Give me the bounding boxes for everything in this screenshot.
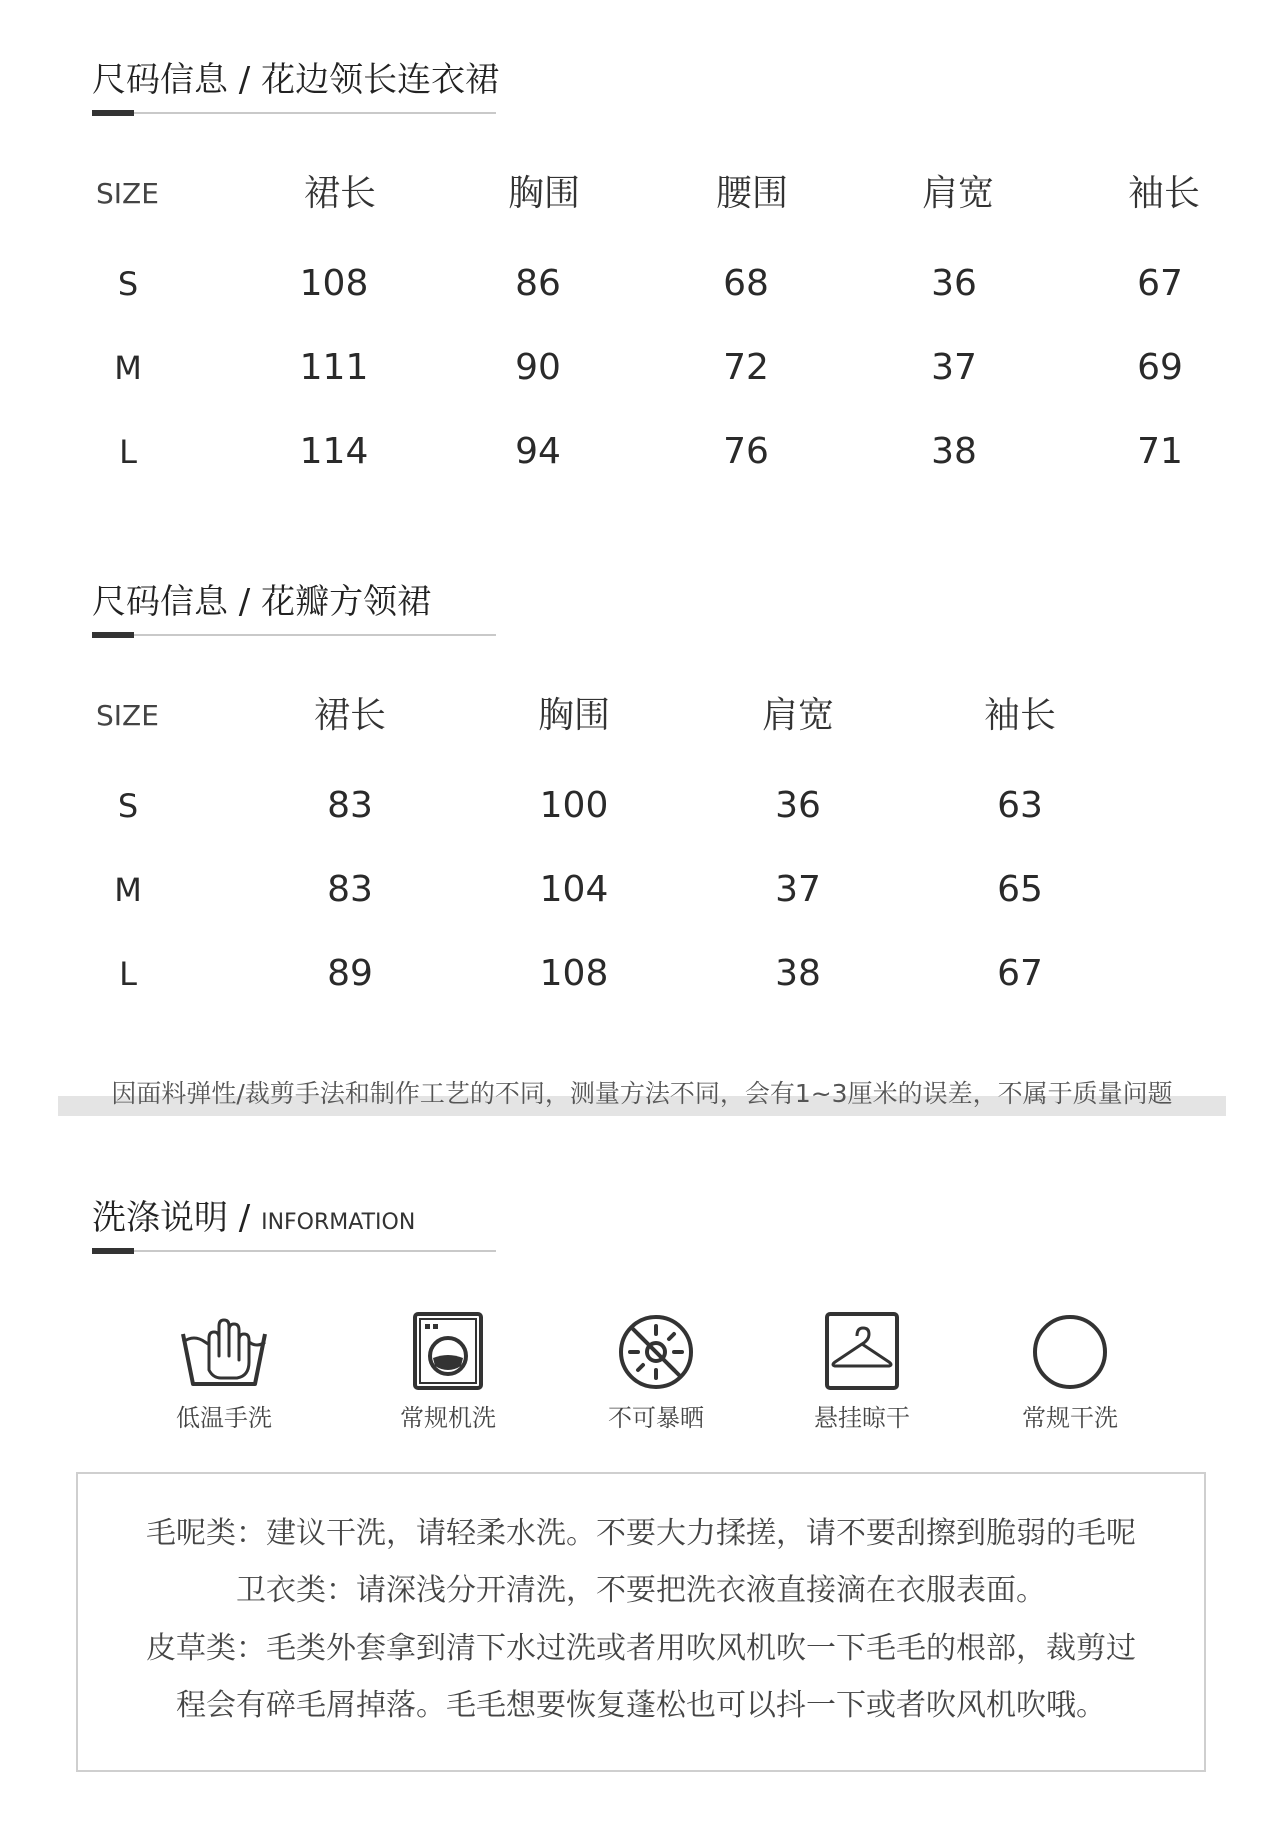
hanger-icon <box>817 1312 907 1392</box>
table1-header-waist: 腰围 <box>715 173 788 214</box>
care-item-dry-clean <box>990 1312 1150 1433</box>
table2-cell: M <box>114 871 142 909</box>
table2-cell: 108 <box>539 953 609 994</box>
table1-cell: 114 <box>299 431 369 472</box>
care-label: 低温手洗 <box>176 1404 272 1432</box>
section1-accent <box>92 110 134 116</box>
table1-cell: 37 <box>931 347 977 388</box>
instruction-line: 皮草类：毛类外套拿到清下水过洗或者用吹风机吹一下毛毛的根部，裁剪过 <box>146 1631 1136 1666</box>
table1-cell: 111 <box>299 347 369 388</box>
table1-cell: 38 <box>931 431 977 472</box>
care-item-hand-wash <box>144 1312 304 1433</box>
section2-accent <box>92 632 134 638</box>
table2-header-shoulder: 肩宽 <box>761 695 834 736</box>
section2-divider <box>92 634 496 636</box>
table1-cell: 36 <box>931 263 977 304</box>
care-label: 不可暴晒 <box>608 1404 704 1432</box>
section1-title: 尺码信息 / 花边领长连衣裙 <box>92 60 500 100</box>
table2-header-bust: 胸围 <box>537 695 610 736</box>
table2-cell: S <box>117 787 139 825</box>
table1-cell: 68 <box>723 263 769 304</box>
washing-accent <box>92 1248 134 1254</box>
care-label: 常规机洗 <box>400 1404 496 1432</box>
table1-cell: 86 <box>515 263 561 304</box>
table2-cell: 89 <box>327 953 373 994</box>
table2-cell: 37 <box>775 869 821 910</box>
instruction-line: 毛呢类：建议干洗，请轻柔水洗。不要大力揉搓，请不要刮擦到脆弱的毛呢 <box>146 1516 1136 1551</box>
washing-divider <box>92 1250 496 1252</box>
section2-title: 尺码信息 / 花瓣方领裙 <box>92 582 432 622</box>
washing-title-main: 洗涤说明 / <box>92 1198 262 1238</box>
washing-machine-icon <box>403 1312 493 1392</box>
section2-header <box>92 580 496 640</box>
washing-instructions-box <box>76 1472 1206 1772</box>
table2-cell: 36 <box>775 785 821 826</box>
instruction-line: 程会有碎毛屑掉落。毛毛想要恢复蓬松也可以抖一下或者吹风机吹哦。 <box>176 1688 1106 1723</box>
measurement-note: 因面料弹性/裁剪手法和制作工艺的不同，测量方法不同，会有1~3厘米的误差，不属于质量问题 <box>111 1079 1173 1108</box>
section1-divider <box>92 112 496 114</box>
table2-cell: 38 <box>775 953 821 994</box>
hand-wash-icon <box>179 1312 269 1392</box>
table1-header-bust: 胸围 <box>507 173 580 214</box>
washing-subtitle: INFORMATION <box>261 1210 416 1235</box>
table2-cell: 65 <box>997 869 1043 910</box>
care-label: 悬挂晾干 <box>814 1404 910 1432</box>
care-item-no-sun <box>576 1312 736 1433</box>
care-item-machine-wash <box>368 1312 528 1433</box>
table2-header-length: 裙长 <box>313 695 386 736</box>
washing-header <box>92 1196 496 1256</box>
table2-cell: L <box>119 955 137 993</box>
table1-header-shoulder: 肩宽 <box>921 173 994 214</box>
instruction-line: 卫衣类：请深浅分开清洗，不要把洗衣液直接滴在衣服表面。 <box>236 1573 1046 1608</box>
table1-header-sleeve: 袖长 <box>1127 173 1200 214</box>
table2-cell: 83 <box>327 869 373 910</box>
table1-cell: S <box>117 265 139 303</box>
table1-cell: 69 <box>1137 347 1183 388</box>
table1-cell: 76 <box>723 431 769 472</box>
no-sun-icon <box>611 1312 701 1392</box>
section1-header <box>92 58 500 118</box>
table1-cell: 108 <box>299 263 369 304</box>
table2-header-size: SIZE <box>96 699 159 732</box>
table2-cell: 104 <box>539 869 609 910</box>
dry-clean-icon <box>1025 1312 1115 1392</box>
table2-cell: 63 <box>997 785 1043 826</box>
table1-cell: M <box>114 349 142 387</box>
table1-cell: L <box>119 433 137 471</box>
table2-cell: 67 <box>997 953 1043 994</box>
table2-cell: 100 <box>539 785 609 826</box>
table1-cell: 72 <box>723 347 769 388</box>
table1-cell: 90 <box>515 347 561 388</box>
care-item-hang-dry <box>782 1312 942 1433</box>
washing-title <box>92 1196 415 1245</box>
table1-header-length: 裙长 <box>303 173 376 214</box>
care-label: 常规干洗 <box>1022 1404 1118 1432</box>
table2-cell: 83 <box>327 785 373 826</box>
table1-cell: 94 <box>515 431 561 472</box>
table2-header-sleeve: 袖长 <box>983 695 1056 736</box>
table1-cell: 67 <box>1137 263 1183 304</box>
table1-header-size: SIZE <box>96 177 159 210</box>
table1-cell: 71 <box>1137 431 1183 472</box>
